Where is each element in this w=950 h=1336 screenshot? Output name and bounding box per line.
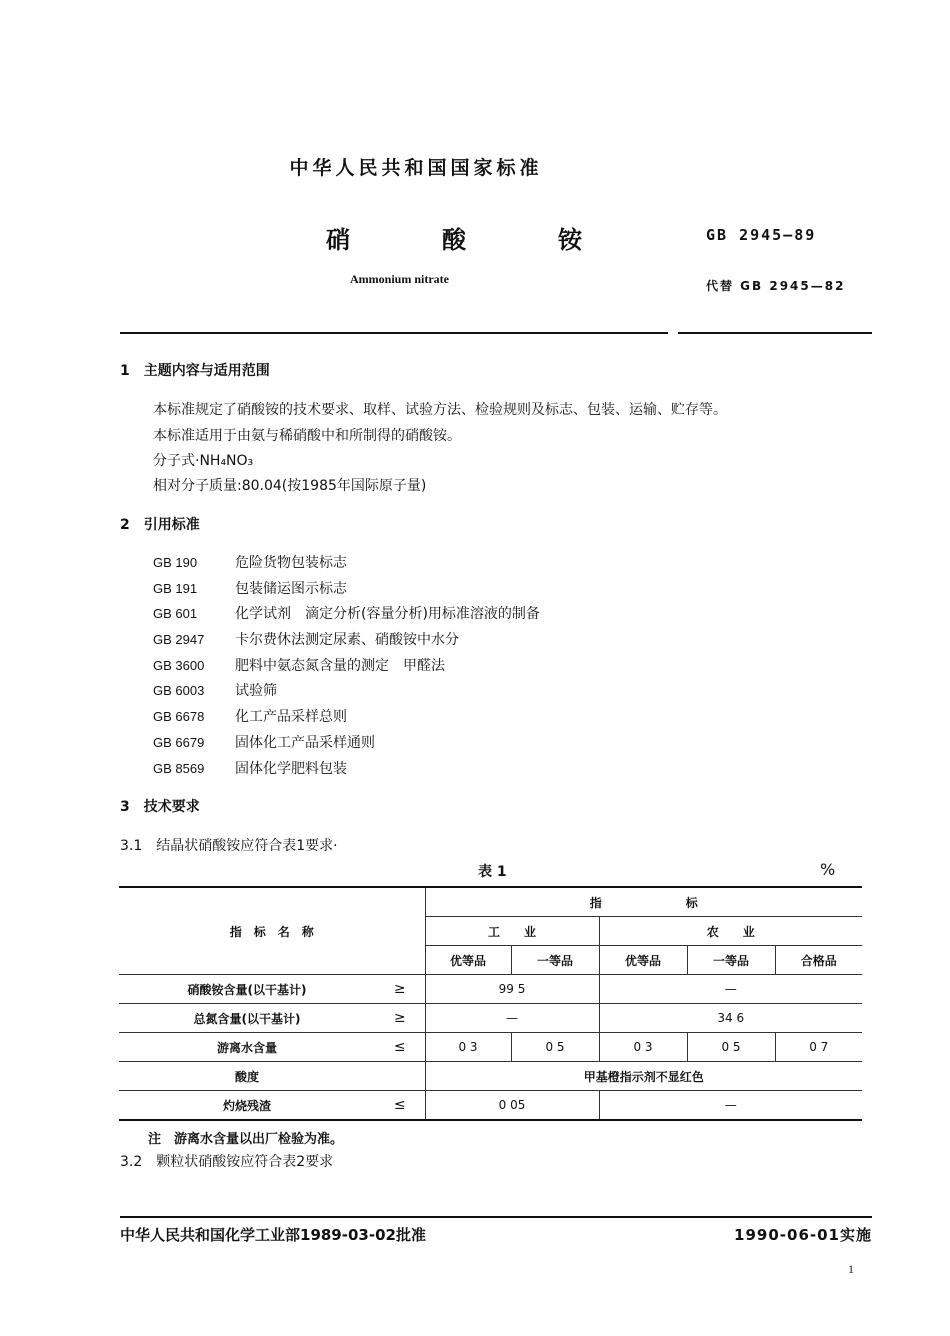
row-name: 硝酸铵含量(以干基计): [119, 975, 375, 1004]
product-name-en: Ammonium nitrate: [350, 272, 449, 286]
reference-title: 固体化工产品采样通则: [235, 735, 375, 751]
reference-title: 化工产品采样总则: [235, 709, 347, 725]
reference-title: 试验筛: [235, 683, 277, 699]
reference-code: GB 191: [153, 581, 198, 596]
effective-date: 1990-06-01实施: [734, 1226, 872, 1244]
row-symbol: [375, 1062, 425, 1091]
section3-heading: 3 技术要求: [120, 799, 200, 815]
agricultural-value: —: [599, 1091, 862, 1121]
reference-title: 危险货物包装标志: [235, 555, 347, 571]
table-row: [119, 1004, 862, 1033]
industrial-value: 0 05: [425, 1091, 599, 1121]
table-note: 注 游离水含量以出厂检验为准。: [148, 1132, 344, 1147]
reference-code: GB 3600: [153, 658, 205, 673]
grade-header: 优等品: [599, 946, 687, 975]
section1-heading: 1 主题内容与适用范围: [120, 363, 270, 379]
page-number: 1: [848, 1262, 854, 1276]
row-name: 酸度: [119, 1062, 375, 1091]
reference-item: [153, 552, 347, 572]
agricultural-value: —: [599, 975, 862, 1004]
col-name-header: 指 标 名 称: [119, 887, 425, 975]
grade-header: 优等品: [425, 946, 511, 975]
reference-item: [153, 732, 375, 752]
reference-item: [153, 706, 347, 726]
footer-rule: [120, 1216, 872, 1218]
reference-code: GB 190: [153, 555, 198, 570]
row-symbol: ≥: [375, 975, 425, 1004]
standard-number: GB 2945—89: [706, 226, 817, 244]
reference-title: 化学试剂 滴定分析(容量分析)用标准溶液的制备: [235, 606, 540, 622]
section2-heading: 2 引用标准: [120, 517, 200, 533]
table-row: [119, 1033, 862, 1062]
row-symbol: ≤: [375, 1033, 425, 1062]
row-symbol: ≤: [375, 1091, 425, 1121]
agricultural-value: 34 6: [599, 1004, 862, 1033]
standard-title: 中华人民共和国国家标准: [289, 157, 543, 179]
section1-para: 本标准适用于由氨与稀硝酸中和所制得的硝酸铵。: [153, 428, 461, 444]
reference-item: [153, 758, 347, 778]
table-cell: 0 5: [687, 1033, 775, 1062]
reference-title: 卡尔费休法测定尿素、硝酸铵中水分: [235, 632, 459, 648]
reference-title: 固体化学肥料包装: [235, 761, 347, 777]
reference-item: [153, 655, 445, 675]
grade-header: 合格品: [775, 946, 862, 975]
reference-code: GB 6003: [153, 683, 205, 698]
grade-header: 一等品: [511, 946, 599, 975]
reference-code: GB 6679: [153, 735, 205, 750]
reference-item: [153, 629, 459, 649]
clause-3-1: 3.1 结晶状硝酸铵应符合表1要求·: [120, 838, 338, 854]
table-row: [119, 1091, 862, 1121]
table-cell: 0 3: [425, 1033, 511, 1062]
row-name: 总氮含量(以干基计): [119, 1004, 375, 1033]
clause-3-2: 3.2 颗粒状硝酸铵应符合表2要求: [120, 1154, 334, 1170]
reference-code: GB 601: [153, 606, 198, 621]
section1-formula: 分子式·NH₄NO₃: [153, 453, 254, 469]
section1-para: 本标准规定了硝酸铵的技术要求、取样、试验方法、检验规则及标志、包装、运输、贮存等。: [153, 402, 727, 418]
table-cell: 0 3: [599, 1033, 687, 1062]
industrial-value: —: [425, 1004, 599, 1033]
spec-table: [119, 886, 862, 1121]
product-name-cn: 硝 酸 铵: [326, 226, 616, 254]
col-index-header: 指 标: [425, 887, 862, 917]
header-rule-right: [678, 332, 872, 334]
reference-title: 肥料中氨态氮含量的测定 甲醛法: [235, 658, 445, 674]
industrial-value: 99 5: [425, 975, 599, 1004]
reference-title: 包装储运图示标志: [235, 581, 347, 597]
reference-item: [153, 578, 347, 598]
table-unit: %: [820, 860, 836, 879]
header-rule-left: [120, 332, 668, 334]
row-symbol: ≥: [375, 1004, 425, 1033]
table-header-row: [119, 887, 862, 917]
reference-code: GB 2947: [153, 632, 205, 647]
table-row: [119, 975, 862, 1004]
table-caption: 表 1: [478, 864, 507, 880]
agricultural-header: 农 业: [599, 917, 862, 946]
row-name: 游离水含量: [119, 1033, 375, 1062]
reference-code: GB 6678: [153, 709, 205, 724]
row-name: 灼烧残渣: [119, 1091, 375, 1121]
approval-line: 中华人民共和国化学工业部1989-03-02批准: [120, 1226, 426, 1244]
replaces-standard: 代替 GB 2945—82: [706, 279, 846, 293]
table-cell: 0 5: [511, 1033, 599, 1062]
grade-header: 一等品: [687, 946, 775, 975]
table-row: [119, 1062, 862, 1091]
reference-item: [153, 603, 540, 623]
table-cell: 0 7: [775, 1033, 862, 1062]
section1-molar-mass: 相对分子质量:80.04(按1985年国际原子量): [153, 478, 427, 494]
acidity-value: 甲基橙指示剂不显红色: [425, 1062, 862, 1091]
reference-code: GB 8569: [153, 761, 205, 776]
industrial-header: 工 业: [425, 917, 599, 946]
reference-item: [153, 680, 277, 700]
